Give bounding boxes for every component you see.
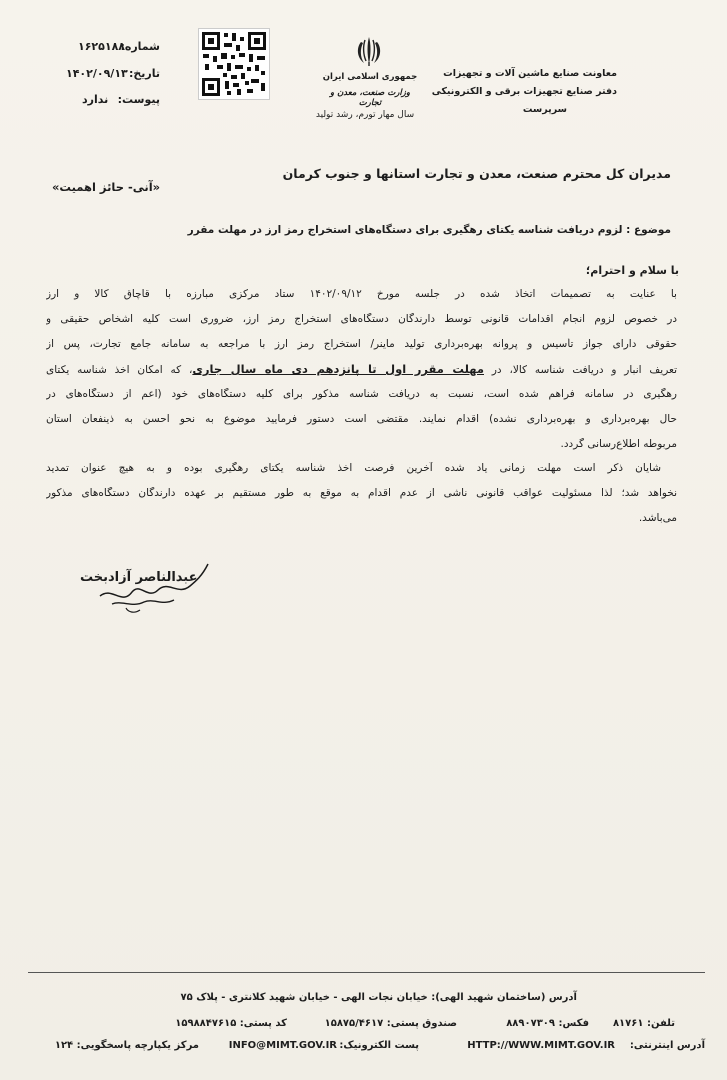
body-line-4-start: تعریف انبار و دریافت شناسه کالا، در xyxy=(484,364,677,376)
supervisor-title: سرپرست xyxy=(522,104,567,115)
year-slogan: سال مهار تورم، رشد تولید xyxy=(315,110,415,120)
ministry-title: وزارت صنعت، معدن و تجارت xyxy=(330,88,410,108)
signature-icon xyxy=(92,556,212,626)
greeting: با سلام و احترام؛ xyxy=(585,264,679,277)
body-line-2: در خصوص لزوم انجام اقدامات قانونی توسط دارندگان دستگاه‌های استخراج رمز ارز، ضروری است کلیه اشخاص حقیقی و xyxy=(46,313,677,325)
body-line-6: حال بهره‌برداری و بهره‌برداری نشده) اقدام نمایند. مقتضی است دستور فرمایید موضوع به نحو احسن به ذینفعان استان xyxy=(46,413,677,425)
footer-pobox: صندوق پستی: ۱۵۸۷۵/۴۶۱۷ xyxy=(324,1018,457,1029)
republic-title: جمهوری اسلامی ایران xyxy=(322,72,418,82)
date-value: ۱۴۰۲/۰۹/۱۳ xyxy=(66,67,128,80)
attachment-value: ندارد xyxy=(82,93,109,106)
attachment-label: پیوست: xyxy=(117,93,160,106)
iran-emblem-icon xyxy=(352,34,386,68)
body-line-5: رهگیری در سامانه فراهم شده است، نسبت به دریافت شناسه مذکور برای کلیه دستگاه‌های خود (اعم از دستگاه‌های در xyxy=(46,388,677,400)
footer-callcenter: مرکز یکپارچه پاسخگویی: ۱۲۴ xyxy=(54,1040,199,1051)
footer-address: آدرس (ساختمان شهید الهی): خیابان نجات الهی - خیابان شهید کلانتری - پلاک ۷۵ xyxy=(180,992,577,1003)
office-title: دفتر صنایع تجهیزات برقی و الکترونیکی xyxy=(431,86,617,97)
body-line-8: شایان ذکر است مهلت زمانی یاد شده آخرین فرصت اخذ شناسه یکتای رهگیری بوده و به هیچ عنوان تمدید xyxy=(46,462,661,474)
urgency-note: «آنی- حائز اهمیت» xyxy=(52,180,161,194)
qr-code-icon xyxy=(198,28,270,100)
body-line-10: می‌باشد. xyxy=(638,512,677,524)
footer-email-label: پست الکترونیک: xyxy=(339,1040,419,1051)
body-line-7: مربوطه اطلاع‌رسانی گردد. xyxy=(560,438,677,450)
footer-website-label: آدرس اینترنتی: xyxy=(629,1040,705,1051)
body-line-1: با عنایت به تصمیمات اتخاذ شده در جلسه مورخ ۱۴۰۲/۰۹/۱۲ ستاد مرکزی مبارزه با قاچاق کالا و ارز xyxy=(46,288,677,300)
footer-email[interactable]: INFO@MIMT.GOV.IR xyxy=(228,1040,337,1051)
deputy-title: معاونت صنایع ماشین آلات و تجهیزات xyxy=(443,68,617,79)
footer-phone: تلفن: ۸۱۷۶۱ xyxy=(612,1018,675,1029)
date-label: تاریخ: xyxy=(128,67,160,80)
addressee: مدیران کل محترم صنعت، معدن و تجارت استانها و جنوب کرمان xyxy=(282,166,671,181)
signer-name: عبدالناصر آزادبخت xyxy=(80,570,198,585)
body-line-3: حقوقی دارای جواز تأسیس و پروانه بهره‌برداری تولید ماینر/ استخراج رمز ارز با مراجعه به سامانه جامع تجارت، پس از xyxy=(46,338,677,350)
number-value: ۱۶۲۵۱۸۸ xyxy=(78,40,125,53)
body-line-4-end: ، که امکان اخذ شناسه یکتای xyxy=(46,364,193,376)
number-label: شماره: xyxy=(120,40,160,53)
deadline-highlight: مهلت مقرر اول تا پانزدهم دی ماه سال جاری xyxy=(192,362,484,376)
footer-divider xyxy=(28,972,705,973)
subject-line: موضوع : لزوم دریافت شناسه یکتای رهگیری برای دستگاه‌های استخراج رمز ارز در مهلت مقرر xyxy=(187,224,671,236)
footer-fax: فکس: ۸۸۹۰۷۳۰۹ xyxy=(506,1018,589,1029)
footer-postal: کد پستی: ۱۵۹۸۸۴۷۶۱۵ xyxy=(175,1018,287,1029)
footer-website[interactable]: HTTP://WWW.MIMT.GOV.IR xyxy=(467,1040,615,1051)
body-line-9: نخواهد شد؛ لذا مسئولیت عواقب قانونی ناشی از عدم اقدام به موقع به طور مستقیم بر عهده دارندگان دستگاه‌های مذکور xyxy=(46,487,677,499)
body-line-4 xyxy=(46,362,677,376)
